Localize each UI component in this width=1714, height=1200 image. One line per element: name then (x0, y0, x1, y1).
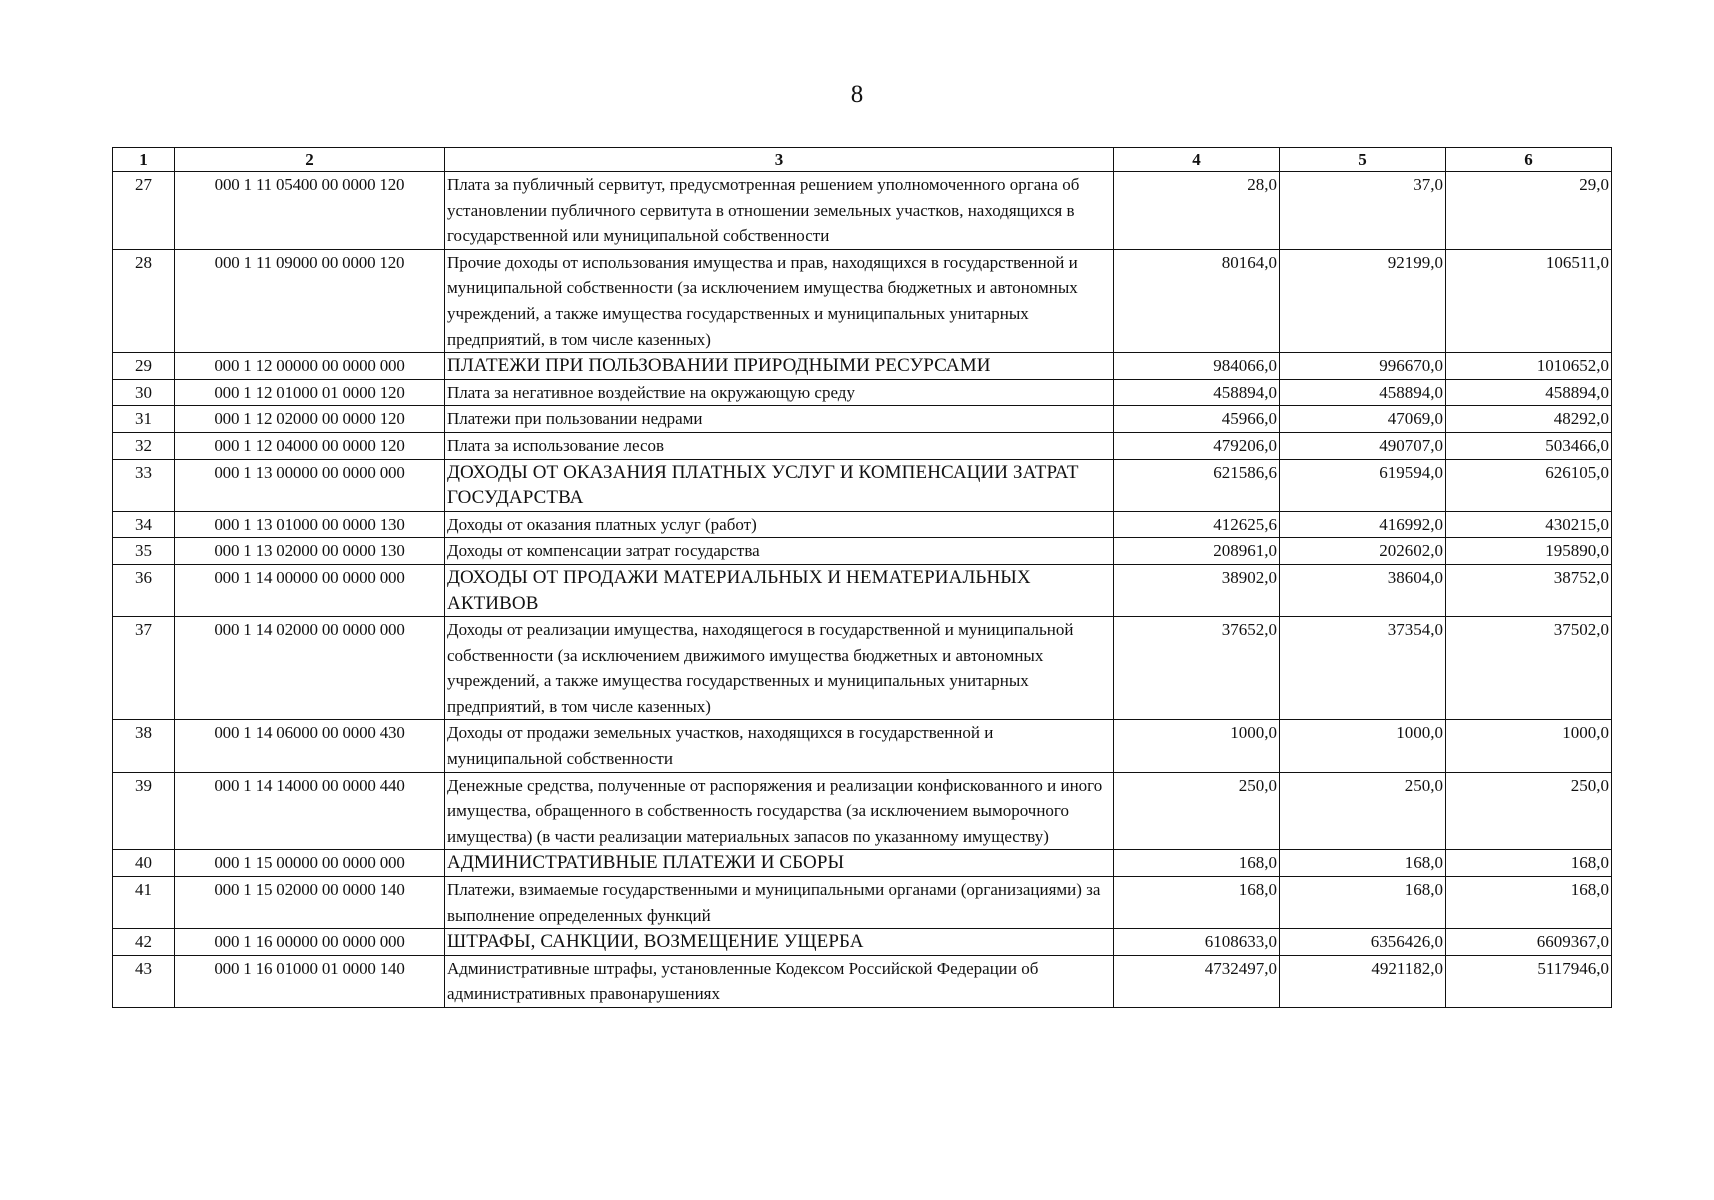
value-col-4: 80164,0 (1114, 249, 1280, 352)
budget-code: 000 1 11 09000 00 0000 120 (175, 249, 445, 352)
row-number: 36 (113, 564, 175, 616)
row-number: 32 (113, 432, 175, 459)
value-col-4: 4732497,0 (1114, 955, 1280, 1007)
header-col-3: 3 (445, 148, 1114, 172)
row-number: 41 (113, 877, 175, 929)
row-number: 30 (113, 379, 175, 406)
table-row (113, 720, 1612, 772)
value-col-5: 202602,0 (1280, 538, 1446, 565)
row-number: 34 (113, 511, 175, 538)
value-col-5: 6356426,0 (1280, 929, 1446, 956)
row-number: 43 (113, 955, 175, 1007)
row-number: 29 (113, 353, 175, 380)
value-col-4: 458894,0 (1114, 379, 1280, 406)
value-col-4: 984066,0 (1114, 353, 1280, 380)
budget-code: 000 1 14 14000 00 0000 440 (175, 772, 445, 850)
value-col-5: 47069,0 (1280, 406, 1446, 433)
value-col-5: 250,0 (1280, 772, 1446, 850)
value-col-4: 37652,0 (1114, 617, 1280, 720)
revenue-name: Административные штрафы, установленные Кодексом Российской Федерации об административных правонарушениях (445, 955, 1114, 1007)
value-col-6: 250,0 (1446, 772, 1612, 850)
table-row (113, 432, 1612, 459)
table-row (113, 850, 1612, 877)
row-number: 37 (113, 617, 175, 720)
budget-code: 000 1 12 02000 00 0000 120 (175, 406, 445, 433)
row-number: 39 (113, 772, 175, 850)
value-col-5: 996670,0 (1280, 353, 1446, 380)
table-row (113, 617, 1612, 720)
header-col-5: 5 (1280, 148, 1446, 172)
value-col-6: 168,0 (1446, 877, 1612, 929)
value-col-5: 416992,0 (1280, 511, 1446, 538)
budget-code: 000 1 13 02000 00 0000 130 (175, 538, 445, 565)
table-body (113, 172, 1612, 1008)
table-row (113, 538, 1612, 565)
revenue-name: ДОХОДЫ ОТ ПРОДАЖИ МАТЕРИАЛЬНЫХ И НЕМАТЕРИАЛЬНЫХ АКТИВОВ (445, 564, 1114, 616)
value-col-5: 168,0 (1280, 877, 1446, 929)
revenue-name: Доходы от продажи земельных участков, находящихся в государственной и муниципальной собственности (445, 720, 1114, 772)
revenue-name: АДМИНИСТРАТИВНЫЕ ПЛАТЕЖИ И СБОРЫ (445, 850, 1114, 877)
value-col-6: 626105,0 (1446, 459, 1612, 511)
budget-code: 000 1 15 02000 00 0000 140 (175, 877, 445, 929)
value-col-6: 1000,0 (1446, 720, 1612, 772)
value-col-6: 106511,0 (1446, 249, 1612, 352)
value-col-5: 168,0 (1280, 850, 1446, 877)
table-row (113, 955, 1612, 1007)
value-col-6: 195890,0 (1446, 538, 1612, 565)
value-col-5: 4921182,0 (1280, 955, 1446, 1007)
row-number: 31 (113, 406, 175, 433)
value-col-4: 250,0 (1114, 772, 1280, 850)
value-col-6: 37502,0 (1446, 617, 1612, 720)
value-col-4: 621586,6 (1114, 459, 1280, 511)
value-col-6: 5117946,0 (1446, 955, 1612, 1007)
value-col-4: 479206,0 (1114, 432, 1280, 459)
revenue-name: Плата за негативное воздействие на окружающую среду (445, 379, 1114, 406)
budget-code: 000 1 12 04000 00 0000 120 (175, 432, 445, 459)
budget-code: 000 1 14 00000 00 0000 000 (175, 564, 445, 616)
value-col-6: 48292,0 (1446, 406, 1612, 433)
value-col-6: 6609367,0 (1446, 929, 1612, 956)
table-row (113, 929, 1612, 956)
value-col-4: 28,0 (1114, 172, 1280, 250)
table-row (113, 353, 1612, 380)
page-number: 8 (850, 81, 864, 108)
value-col-4: 412625,6 (1114, 511, 1280, 538)
row-number: 35 (113, 538, 175, 565)
value-col-6: 168,0 (1446, 850, 1612, 877)
value-col-5: 38604,0 (1280, 564, 1446, 616)
value-col-6: 29,0 (1446, 172, 1612, 250)
budget-code: 000 1 12 00000 00 0000 000 (175, 353, 445, 380)
revenue-name: ШТРАФЫ, САНКЦИИ, ВОЗМЕЩЕНИЕ УЩЕРБА (445, 929, 1114, 956)
revenue-table (112, 147, 1612, 1008)
header-row (113, 148, 1612, 172)
value-col-6: 458894,0 (1446, 379, 1612, 406)
revenue-name: Платежи, взимаемые государственными и муниципальными органами (организациями) за выполнение определенных функций (445, 877, 1114, 929)
row-number: 40 (113, 850, 175, 877)
table-row (113, 172, 1612, 250)
value-col-4: 6108633,0 (1114, 929, 1280, 956)
revenue-name: Доходы от компенсации затрат государства (445, 538, 1114, 565)
row-number: 38 (113, 720, 175, 772)
table-row (113, 249, 1612, 352)
table-row (113, 459, 1612, 511)
value-col-5: 37,0 (1280, 172, 1446, 250)
revenue-name: Прочие доходы от использования имущества и прав, находящихся в государственной и муниципальной собственности (за исключением имущества бюджетных и автономных учреждений, а также имущества государственных и муниципальных унитарных предприятий, в том числе казенных) (445, 249, 1114, 352)
value-col-6: 503466,0 (1446, 432, 1612, 459)
header-col-4: 4 (1114, 148, 1280, 172)
value-col-4: 1000,0 (1114, 720, 1280, 772)
revenue-name: Плата за использование лесов (445, 432, 1114, 459)
value-col-4: 208961,0 (1114, 538, 1280, 565)
row-number: 28 (113, 249, 175, 352)
value-col-6: 430215,0 (1446, 511, 1612, 538)
budget-code: 000 1 16 00000 00 0000 000 (175, 929, 445, 956)
value-col-5: 619594,0 (1280, 459, 1446, 511)
budget-code: 000 1 11 05400 00 0000 120 (175, 172, 445, 250)
budget-code: 000 1 15 00000 00 0000 000 (175, 850, 445, 877)
table-row (113, 564, 1612, 616)
value-col-5: 92199,0 (1280, 249, 1446, 352)
budget-code: 000 1 13 00000 00 0000 000 (175, 459, 445, 511)
table-row (113, 511, 1612, 538)
value-col-6: 1010652,0 (1446, 353, 1612, 380)
revenue-name: Плата за публичный сервитут, предусмотренная решением уполномоченного органа об установлении публичного сервитута в отношении земельных участков, находящихся в государственной или муниципальной собственности (445, 172, 1114, 250)
budget-code: 000 1 14 02000 00 0000 000 (175, 617, 445, 720)
row-number: 33 (113, 459, 175, 511)
row-number: 27 (113, 172, 175, 250)
value-col-5: 458894,0 (1280, 379, 1446, 406)
table-row (113, 379, 1612, 406)
revenue-name: Платежи при пользовании недрами (445, 406, 1114, 433)
table-row (113, 406, 1612, 433)
value-col-4: 168,0 (1114, 877, 1280, 929)
revenue-name: Доходы от реализации имущества, находящегося в государственной и муниципальной собственности (за исключением движимого имущества бюджетных и автономных учреждений, а также имущества государственных и муниципальных унитарных предприятий, в том числе казенных) (445, 617, 1114, 720)
header-col-2: 2 (175, 148, 445, 172)
budget-code: 000 1 12 01000 01 0000 120 (175, 379, 445, 406)
value-col-6: 38752,0 (1446, 564, 1612, 616)
row-number: 42 (113, 929, 175, 956)
revenue-name: ДОХОДЫ ОТ ОКАЗАНИЯ ПЛАТНЫХ УСЛУГ И КОМПЕНСАЦИИ ЗАТРАТ ГОСУДАРСТВА (445, 459, 1114, 511)
revenue-name: ПЛАТЕЖИ ПРИ ПОЛЬЗОВАНИИ ПРИРОДНЫМИ РЕСУРСАМИ (445, 353, 1114, 380)
header-col-6: 6 (1446, 148, 1612, 172)
value-col-4: 168,0 (1114, 850, 1280, 877)
budget-code: 000 1 16 01000 01 0000 140 (175, 955, 445, 1007)
budget-code: 000 1 14 06000 00 0000 430 (175, 720, 445, 772)
value-col-5: 490707,0 (1280, 432, 1446, 459)
table-row (113, 877, 1612, 929)
value-col-4: 38902,0 (1114, 564, 1280, 616)
value-col-4: 45966,0 (1114, 406, 1280, 433)
header-col-1: 1 (113, 148, 175, 172)
revenue-name: Денежные средства, полученные от распоряжения и реализации конфискованного и иного имущества, обращенного в собственность государства (за исключением выморочного имущества) (в части реализации материальных запасов по указанному имуществу) (445, 772, 1114, 850)
revenue-name: Доходы от оказания платных услуг (работ) (445, 511, 1114, 538)
budget-code: 000 1 13 01000 00 0000 130 (175, 511, 445, 538)
value-col-5: 37354,0 (1280, 617, 1446, 720)
table-row (113, 772, 1612, 850)
value-col-5: 1000,0 (1280, 720, 1446, 772)
